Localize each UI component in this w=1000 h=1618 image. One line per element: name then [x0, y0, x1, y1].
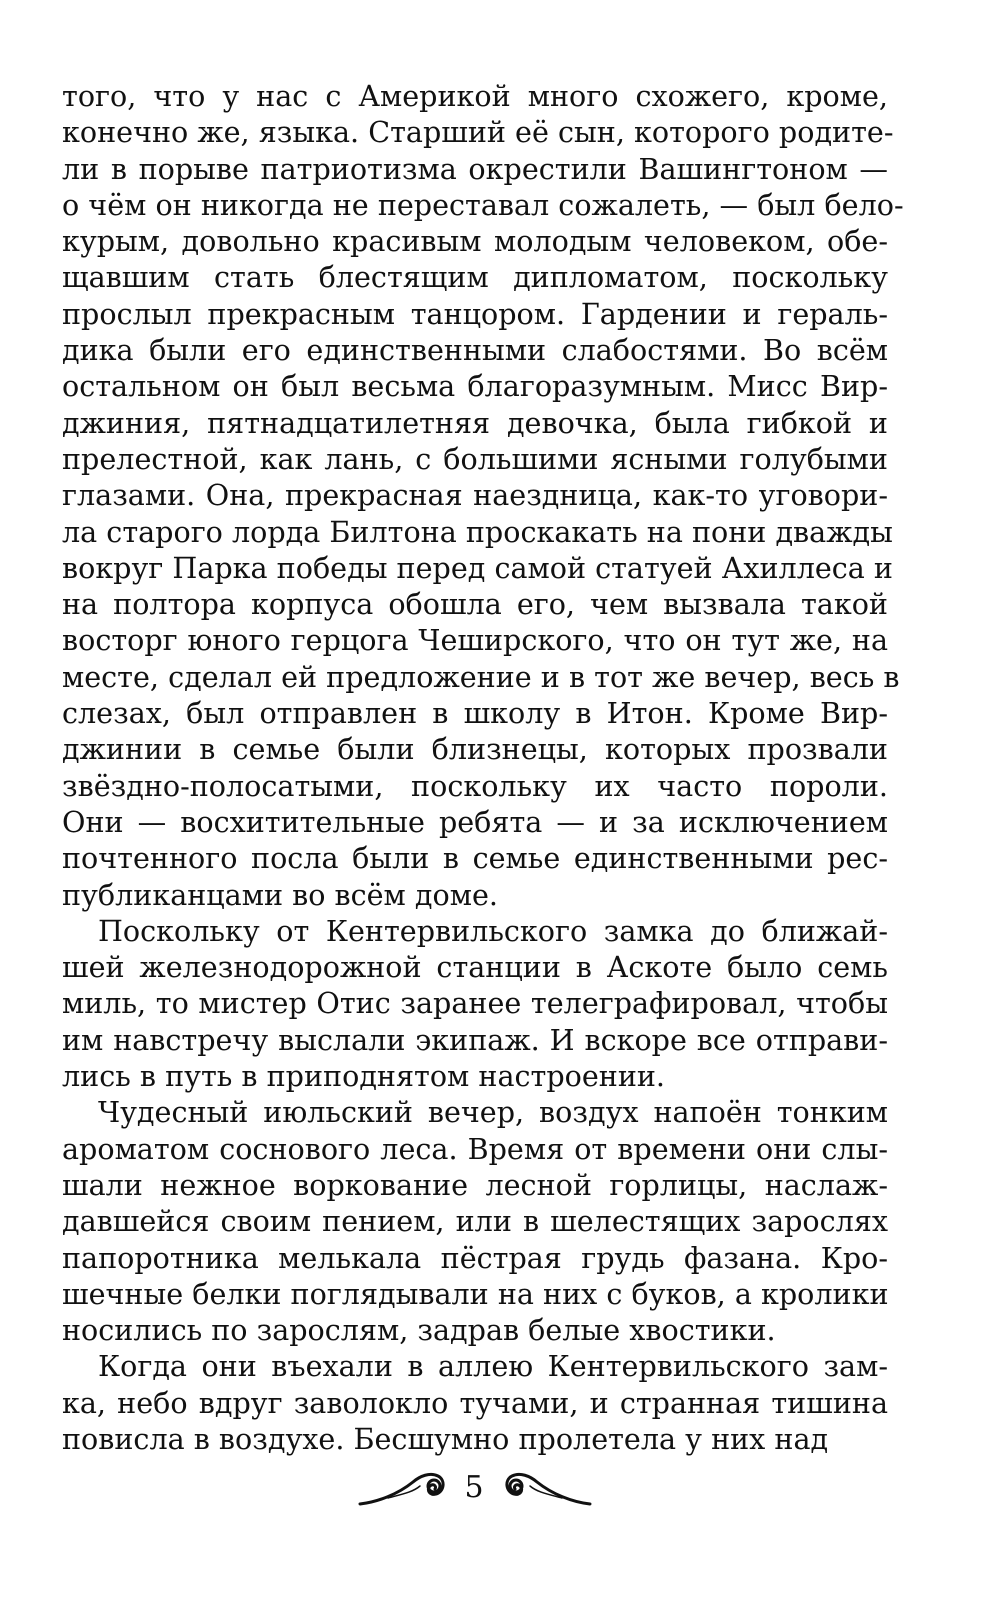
swirl-ornament-left-icon: [358, 1464, 448, 1514]
text-line: Чудесный июльский вечер, воздух напоён тонким: [98, 1095, 888, 1130]
text-line: прослыл прекрасным танцором. Гардении и гераль-: [62, 296, 888, 331]
text-line: звёздно-полосатыми, поскольку их часто пороли.: [62, 768, 888, 803]
page-body: [62, 78, 904, 1457]
text-line: того, что у нас с Америкой много схожего, кроме,: [62, 79, 888, 113]
text-line: Когда они въехали в аллею Кентервильского зам-: [98, 1349, 888, 1384]
text-line: на полтора корпуса обошла его, чем вызвала такой: [62, 587, 888, 622]
text-line: остальном он был весьма благоразумным. Мисс Вир-: [62, 369, 888, 404]
swirl-ornament-right-icon: [502, 1464, 592, 1514]
text-line: джиния, пятнадцатилетняя девочка, была гибкой и: [62, 405, 888, 440]
text-line: ла старого лорда Билтона проскакать на пони дважды: [62, 514, 893, 549]
text-line: носились по зарослям, задрав белые хвостики.: [62, 1313, 776, 1348]
text-line: месте, сделал ей предложение и в тот же вечер, весь в: [62, 659, 900, 694]
text-line: джинии в семье были близнецы, которых прозвали: [62, 732, 888, 767]
text-line: давшейся своим пением, или в шелестящих зарослях: [62, 1204, 888, 1239]
text-line: шей железнодорожной станции в Аскоте было семь: [62, 950, 888, 985]
page-footer: [0, 1464, 1000, 1524]
text-line: дика были его единственными слабостями. Во всём: [62, 333, 888, 368]
text-line: шали нежное воркование лесной горлицы, наслаж-: [62, 1167, 888, 1202]
text-line: публиканцами во всём доме.: [62, 877, 498, 912]
text-line: Они — восхитительные ребята — и за исключением: [62, 804, 888, 839]
text-line: прелестной, как лань, с большими ясными голубыми: [62, 441, 888, 476]
text-line: о чём он никогда не переставал сожалеть, — был бело-: [62, 187, 904, 222]
text-line: курым, довольно красивым молодым человеком, обе-: [62, 224, 888, 259]
text-line: лись в путь в приподнятом настроении.: [62, 1059, 666, 1094]
text-line: щавшим стать блестящим дипломатом, поскольку: [62, 260, 888, 295]
text-line: миль, то мистер Отис заранее телеграфировал, чтобы: [62, 986, 888, 1021]
text-line: почтенного посла были в семье единственными рес-: [62, 841, 888, 876]
text-line: повисла в воздухе. Бесшумно пролетела у них над: [62, 1421, 829, 1456]
paragraph-1: [62, 78, 904, 913]
text-line: вокруг Парка победы перед самой статуей Ахиллеса и: [62, 550, 893, 585]
paragraph-4: [62, 1348, 888, 1457]
text-line: восторг юного герцога Чеширского, что он тут же, на: [62, 623, 888, 658]
text-line: ли в порыве патриотизма окрестили Вашингтоном —: [62, 151, 888, 186]
text-line: слезах, был отправлен в школу в Итон. Кроме Вир-: [62, 696, 888, 731]
paragraph-3: [62, 1094, 888, 1348]
text-line: шечные белки поглядывали на них с буков, а кролики: [62, 1276, 889, 1311]
text-line: ка, небо вдруг заволокло тучами, и странная тишина: [62, 1385, 888, 1420]
paragraph-2: [62, 913, 888, 1094]
page-number: 5: [464, 1470, 484, 1505]
text-line: папоротника мелькала пёстрая грудь фазана. Кро-: [62, 1240, 888, 1275]
text-line: глазами. Она, прекрасная наездница, как-то уговори-: [62, 478, 888, 513]
text-line: конечно же, языка. Старший её сын, которого родите-: [62, 115, 894, 150]
text-line: Поскольку от Кентервильского замка до ближай-: [98, 913, 888, 948]
text-line: им навстречу выслали экипаж. И вскоре все отправи-: [62, 1022, 888, 1057]
text-line: ароматом соснового леса. Время от времени они слы-: [62, 1131, 888, 1166]
